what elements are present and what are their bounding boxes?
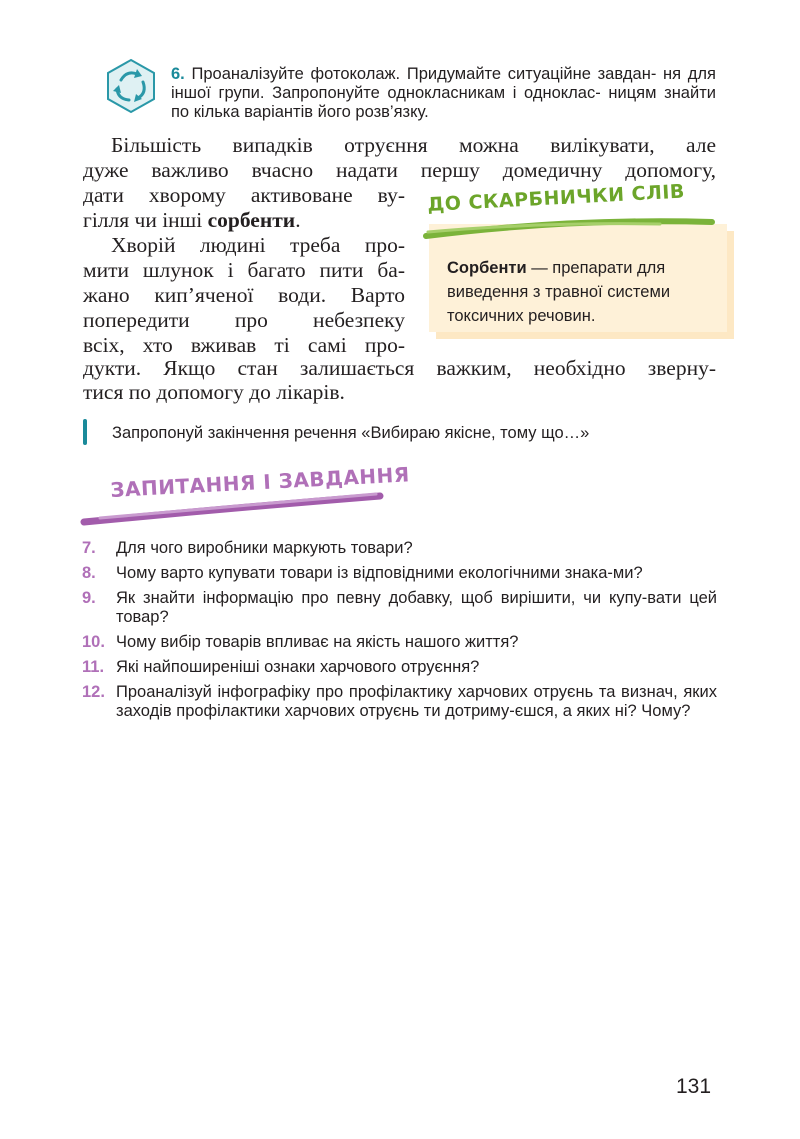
task-6-text bbox=[171, 65, 716, 122]
recycle-arrows-icon bbox=[103, 58, 159, 114]
glossary-def-line-1: — препарати для bbox=[526, 259, 666, 277]
body-line-10: дукти. Якщо стан залишається важким, необхідно зверну- bbox=[83, 356, 716, 380]
prompt-text: Запропонуй закінчення речення «Вибираю якісне, тому що…» bbox=[112, 424, 590, 442]
question-number: 10. bbox=[82, 633, 105, 651]
body-line-6: мити шлунок і багато пити ба- bbox=[83, 258, 405, 282]
body-line-4 bbox=[83, 208, 301, 233]
body-line-1: Більшість випадків отруєння можна вилікувати, але bbox=[111, 133, 716, 157]
question-text: Чому вибір товарів впливає на якість нашого життя? bbox=[116, 633, 519, 651]
glossary-def-line-3: токсичних речовин. bbox=[447, 307, 596, 325]
task-6-line-1: Проаналізуйте фотоколаж. Придумайте ситуаційне завдан- bbox=[191, 65, 657, 83]
question-number: 12. bbox=[82, 683, 105, 701]
glossary-definition bbox=[447, 256, 709, 328]
body-line-7: жано кип’яченої води. Варто bbox=[83, 283, 405, 307]
question-number: 11. bbox=[82, 658, 105, 676]
sorbents-term: сорбенти bbox=[207, 208, 296, 232]
body-line-11: тися по допомогу до лікарів. bbox=[83, 380, 345, 404]
question-item bbox=[82, 564, 717, 583]
body-line-4-pre: гілля чи інші bbox=[83, 208, 208, 232]
body-line-5: Хворій людині треба про- bbox=[111, 233, 405, 257]
question-text: Чому варто купувати товари із відповідними екологічними знака-ми? bbox=[116, 564, 643, 582]
body-line-8: попередити про небезпеку bbox=[83, 308, 405, 332]
body-line-3: дати хворому активоване ву- bbox=[83, 183, 405, 207]
page-number: 131 bbox=[676, 1075, 712, 1098]
question-text: Для чого виробники маркують товари? bbox=[116, 539, 413, 557]
body-line-9: всіх, хто вживав ті самі про- bbox=[83, 333, 405, 357]
question-item bbox=[82, 633, 717, 652]
question-item bbox=[82, 658, 717, 677]
body-line-2: дуже важливо вчасно надати першу домедичну допомогу, bbox=[83, 158, 716, 182]
task-6-line-2: ня для іншої групи. Запропонуйте однокласникам і одноклас- bbox=[171, 65, 716, 102]
question-text: Проаналізуй інфографіку про профілактику харчових отруєнь та визнач, яких заходів профілактики харчових отруєнь ти дотриму-єшся, а яких ні? Чому? bbox=[116, 683, 717, 720]
question-item bbox=[82, 539, 717, 558]
glossary-term: Сорбенти bbox=[447, 259, 527, 277]
questions-list bbox=[82, 539, 717, 727]
question-item bbox=[82, 589, 717, 627]
question-number: 9. bbox=[82, 589, 96, 607]
task-6-number: 6. bbox=[171, 65, 185, 83]
glossary-title: ДО СКАРБНИЧКИ СЛІВ bbox=[426, 180, 686, 216]
question-number: 7. bbox=[82, 539, 96, 557]
question-number: 8. bbox=[82, 564, 96, 582]
prompt-marker-bar bbox=[83, 419, 87, 445]
questions-title: ЗАПИТАННЯ І ЗАВДАННЯ bbox=[109, 462, 411, 502]
task-6-line-3: ницям знайти по кілька варіантів його розв’язку. bbox=[171, 84, 716, 121]
glossary-def-line-2: виведення з травної системи bbox=[447, 283, 671, 301]
body-line-4-post: . bbox=[295, 208, 301, 232]
question-text: Як знайти інформацію про певну добавку, щоб вирішити, чи купу-вати цей товар? bbox=[116, 589, 717, 626]
question-item bbox=[82, 683, 717, 721]
question-text: Які найпоширеніші ознаки харчового отруєння? bbox=[116, 658, 480, 676]
